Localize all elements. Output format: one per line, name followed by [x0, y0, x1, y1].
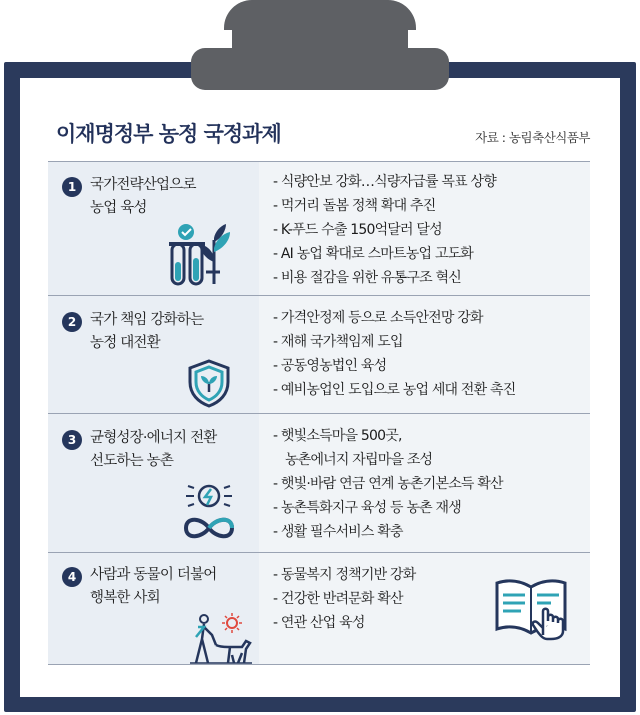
table-row	[48, 295, 590, 413]
row-bullets-cell	[259, 162, 590, 295]
open-book-hand-icon	[493, 573, 569, 641]
list-item: - K-푸드 수출 150억달러 달성	[273, 222, 442, 238]
row-number: 1	[62, 177, 82, 197]
row-heading-line: 국가전략산업으로	[90, 177, 196, 193]
list-item: - 예비농업인 도입으로 농업 세대 전환 촉진	[273, 382, 516, 398]
list-item: - 햇빛소득마을 500곳,	[273, 428, 402, 444]
task-table	[48, 161, 590, 665]
row-heading-line: 사람과 동물이 더불어	[90, 567, 217, 583]
row-number: 3	[62, 430, 82, 450]
row-heading-line: 균형성장·에너지 전환	[90, 430, 217, 446]
row-bullets-cell	[259, 296, 590, 413]
list-item: - 공동영농법인 육성	[273, 358, 387, 374]
person-walking-dog-icon	[188, 607, 254, 665]
list-item: - 먹거리 돌봄 정책 확대 추진	[273, 198, 436, 214]
row-heading-cell	[48, 553, 259, 664]
list-item: - 가격안정제 등으로 소득안전망 강화	[273, 310, 483, 326]
row-heading-line: 국가 책임 강화하는	[90, 312, 204, 328]
list-item: - 연관 산업 육성	[273, 615, 365, 631]
row-heading-line: 행복한 사회	[90, 590, 160, 606]
source-note: 자료 : 농림축산식품부	[475, 130, 590, 145]
energy-infinity-icon	[176, 480, 242, 544]
test-tubes-with-plant-icon	[166, 220, 238, 290]
list-item: - 농촌특화지구 육성 등 농촌 재생	[273, 500, 461, 516]
page-title: 이재명정부 농정 국정과제	[56, 122, 281, 146]
row-heading-line: 선도하는 농촌	[90, 453, 174, 469]
list-item: - 동물복지 정책기반 강화	[273, 567, 416, 583]
row-number: 2	[62, 312, 82, 332]
clip-body	[191, 48, 449, 90]
list-item: - 재해 국가책임제 도입	[273, 334, 403, 350]
row-bullets-cell	[259, 553, 590, 664]
list-item: - AI 농업 확대로 스마트농업 고도화	[273, 246, 474, 262]
row-number: 4	[62, 567, 82, 587]
row-heading-cell	[48, 414, 259, 552]
row-heading-cell	[48, 296, 259, 413]
list-item: - 생활 필수서비스 확충	[273, 524, 403, 540]
table-row	[48, 552, 590, 665]
table-row	[48, 161, 590, 295]
list-item: - 건강한 반려문화 확산	[273, 591, 403, 607]
list-item: 농촌에너지 자립마을 조성	[285, 452, 433, 468]
list-item: - 비용 절감을 위한 유통구조 혁신	[273, 270, 461, 286]
row-bullets-cell	[259, 414, 590, 552]
list-item: - 식량안보 강화…식량자급률 목표 상향	[273, 174, 496, 190]
table-row	[48, 413, 590, 552]
row-heading-line: 농업 육성	[90, 200, 147, 216]
row-heading-line: 농정 대전환	[90, 335, 160, 351]
list-item: - 햇빛·바람 연금 연계 농촌기본소득 확산	[273, 476, 503, 492]
shield-with-sprout-icon	[186, 358, 232, 408]
row-heading-cell	[48, 162, 259, 295]
